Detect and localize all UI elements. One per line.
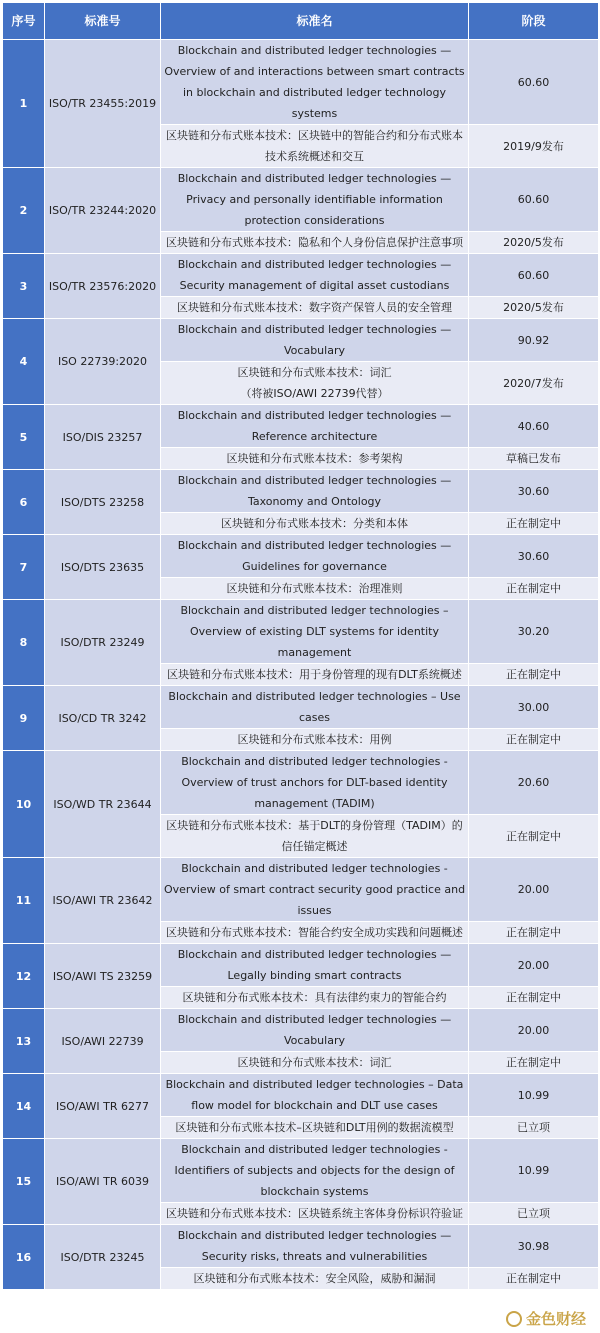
chinese-title: 区块链和分布式账本技术：参考架构 bbox=[161, 448, 469, 470]
header-num: 序号 bbox=[3, 3, 45, 40]
header-name: 标准名 bbox=[161, 3, 469, 40]
standard-id: ISO/DTR 23249 bbox=[45, 600, 161, 686]
table-row bbox=[3, 40, 599, 125]
english-title: Blockchain and distributed ledger technologies — Vocabulary bbox=[161, 1009, 469, 1052]
chinese-title: 区块链和分布式账本技术：治理准则 bbox=[161, 578, 469, 600]
status-text: 正在制定中 bbox=[469, 1052, 599, 1074]
standard-id: ISO/DTS 23258 bbox=[45, 470, 161, 535]
stage-code: 60.60 bbox=[469, 168, 599, 232]
english-title: Blockchain and distributed ledger technologies - Overview of trust anchors for DLT-based identity management (TADIM) bbox=[161, 751, 469, 815]
status-text: 正在制定中 bbox=[469, 578, 599, 600]
standard-id: ISO/DTR 23245 bbox=[45, 1225, 161, 1290]
row-number: 9 bbox=[3, 686, 45, 751]
row-number: 2 bbox=[3, 168, 45, 254]
status-text: 正在制定中 bbox=[469, 729, 599, 751]
status-text: 正在制定中 bbox=[469, 1268, 599, 1290]
chinese-title: 区块链和分布式账本技术：具有法律约束力的智能合约 bbox=[161, 987, 469, 1009]
status-text: 正在制定中 bbox=[469, 922, 599, 944]
chinese-title: 区块链和分布式账本技术：区块链中的智能合约和分布式账本技术系统概述和交互 bbox=[161, 125, 469, 168]
table-row bbox=[3, 535, 599, 578]
status-text: 2020/5发布 bbox=[469, 297, 599, 319]
table-row bbox=[3, 1009, 599, 1052]
row-number: 4 bbox=[3, 319, 45, 405]
stage-code: 20.00 bbox=[469, 858, 599, 922]
status-text: 已立项 bbox=[469, 1117, 599, 1139]
english-title: Blockchain and distributed ledger technologies — Legally binding smart contracts bbox=[161, 944, 469, 987]
status-text: 2019/9发布 bbox=[469, 125, 599, 168]
chinese-title: 区块链和分布式账本技术–区块链和DLT用例的数据流模型 bbox=[161, 1117, 469, 1139]
status-text: 正在制定中 bbox=[469, 513, 599, 535]
english-title: Blockchain and distributed ledger technologies — Overview of and interactions between smart contracts in blockchain and distributed ledger technology systems bbox=[161, 40, 469, 125]
row-number: 6 bbox=[3, 470, 45, 535]
table-row bbox=[3, 1139, 599, 1203]
standard-id: ISO/DIS 23257 bbox=[45, 405, 161, 470]
row-number: 13 bbox=[3, 1009, 45, 1074]
row-number: 3 bbox=[3, 254, 45, 319]
row-number: 1 bbox=[3, 40, 45, 168]
table-row bbox=[3, 168, 599, 232]
stage-code: 30.60 bbox=[469, 470, 599, 513]
english-title: Blockchain and distributed ledger technologies – Overview of existing DLT systems for identity management bbox=[161, 600, 469, 664]
stage-code: 40.60 bbox=[469, 405, 599, 448]
header-id: 标准号 bbox=[45, 3, 161, 40]
standard-id: ISO/TR 23576:2020 bbox=[45, 254, 161, 319]
stage-code: 30.98 bbox=[469, 1225, 599, 1268]
table-row bbox=[3, 470, 599, 513]
english-title: Blockchain and distributed ledger technologies — Taxonomy and Ontology bbox=[161, 470, 469, 513]
english-title: Blockchain and distributed ledger technologies – Data flow model for blockchain and DLT use cases bbox=[161, 1074, 469, 1117]
row-number: 15 bbox=[3, 1139, 45, 1225]
chinese-title: 区块链和分布式账本技术：分类和本体 bbox=[161, 513, 469, 535]
stage-code: 90.92 bbox=[469, 319, 599, 362]
table-row bbox=[3, 254, 599, 297]
status-text: 草稿已发布 bbox=[469, 448, 599, 470]
english-title: Blockchain and distributed ledger technologies - Overview of smart contract security good practice and issues bbox=[161, 858, 469, 922]
chinese-title-text: 区块链和分布式账本技术：词汇 bbox=[237, 366, 392, 379]
chinese-title: 区块链和分布式账本技术：词汇 bbox=[161, 1052, 469, 1074]
stage-code: 20.60 bbox=[469, 751, 599, 815]
stage-code: 30.60 bbox=[469, 535, 599, 578]
chinese-title-note: （将被ISO/AWI 22739代替） bbox=[240, 387, 389, 400]
row-number: 10 bbox=[3, 751, 45, 858]
stage-code: 20.00 bbox=[469, 1009, 599, 1052]
status-text: 2020/7发布 bbox=[469, 362, 599, 405]
watermark-text: 金色财经 bbox=[525, 1310, 586, 1328]
stage-code: 20.00 bbox=[469, 944, 599, 987]
english-title: Blockchain and distributed ledger technologies — Vocabulary bbox=[161, 319, 469, 362]
standard-id: ISO/TR 23244:2020 bbox=[45, 168, 161, 254]
table-row bbox=[3, 319, 599, 362]
standards-table bbox=[2, 2, 599, 1290]
status-text: 2020/5发布 bbox=[469, 232, 599, 254]
chinese-title bbox=[161, 362, 469, 405]
stage-code: 10.99 bbox=[469, 1139, 599, 1203]
chinese-title: 区块链和分布式账本技术：基于DLT的身份管理（TADIM）的信任锚定概述 bbox=[161, 815, 469, 858]
table-row bbox=[3, 858, 599, 922]
standard-id: ISO/AWI TS 23259 bbox=[45, 944, 161, 1009]
stage-code: 60.60 bbox=[469, 254, 599, 297]
table-body bbox=[3, 40, 599, 1290]
chinese-title: 区块链和分布式账本技术：智能合约安全成功实践和问题概述 bbox=[161, 922, 469, 944]
standard-id: ISO/AWI TR 6277 bbox=[45, 1074, 161, 1139]
english-title: Blockchain and distributed ledger technologies - Identifiers of subjects and objects for the design of blockchain systems bbox=[161, 1139, 469, 1203]
status-text: 正在制定中 bbox=[469, 664, 599, 686]
english-title: Blockchain and distributed ledger technologies — Privacy and personally identifiable information protection considerations bbox=[161, 168, 469, 232]
standard-id: ISO/TR 23455:2019 bbox=[45, 40, 161, 168]
header-row bbox=[3, 3, 599, 40]
gold-coin-icon bbox=[506, 1311, 522, 1327]
row-number: 7 bbox=[3, 535, 45, 600]
standard-id: ISO/DTS 23635 bbox=[45, 535, 161, 600]
row-number: 16 bbox=[3, 1225, 45, 1290]
row-number: 8 bbox=[3, 600, 45, 686]
watermark bbox=[506, 1308, 586, 1329]
header-stage: 阶段 bbox=[469, 3, 599, 40]
row-number: 11 bbox=[3, 858, 45, 944]
row-number: 14 bbox=[3, 1074, 45, 1139]
chinese-title: 区块链和分布式账本技术：数字资产保管人员的安全管理 bbox=[161, 297, 469, 319]
table-row bbox=[3, 751, 599, 815]
stage-code: 60.60 bbox=[469, 40, 599, 125]
standard-id: ISO/AWI TR 23642 bbox=[45, 858, 161, 944]
status-text: 正在制定中 bbox=[469, 987, 599, 1009]
chinese-title: 区块链和分布式账本技术：用例 bbox=[161, 729, 469, 751]
row-number: 5 bbox=[3, 405, 45, 470]
table-row bbox=[3, 405, 599, 448]
standard-id: ISO 22739:2020 bbox=[45, 319, 161, 405]
table-row bbox=[3, 686, 599, 729]
status-text: 已立项 bbox=[469, 1203, 599, 1225]
status-text: 正在制定中 bbox=[469, 815, 599, 858]
chinese-title: 区块链和分布式账本技术：安全风险，威胁和漏洞 bbox=[161, 1268, 469, 1290]
stage-code: 30.20 bbox=[469, 600, 599, 664]
standard-id: ISO/AWI 22739 bbox=[45, 1009, 161, 1074]
standard-id: ISO/AWI TR 6039 bbox=[45, 1139, 161, 1225]
row-number: 12 bbox=[3, 944, 45, 1009]
chinese-title: 区块链和分布式账本技术：用于身份管理的现有DLT系统概述 bbox=[161, 664, 469, 686]
table-row bbox=[3, 944, 599, 987]
english-title: Blockchain and distributed ledger technologies — Security management of digital asset custodians bbox=[161, 254, 469, 297]
english-title: Blockchain and distributed ledger technologies – Use cases bbox=[161, 686, 469, 729]
table-row bbox=[3, 600, 599, 664]
table-row bbox=[3, 1074, 599, 1117]
stage-code: 10.99 bbox=[469, 1074, 599, 1117]
chinese-title: 区块链和分布式账本技术：隐私和个人身份信息保护注意事项 bbox=[161, 232, 469, 254]
chinese-title: 区块链和分布式账本技术：区块链系统主客体身份标识符验证 bbox=[161, 1203, 469, 1225]
standard-id: ISO/CD TR 3242 bbox=[45, 686, 161, 751]
table-row bbox=[3, 1225, 599, 1268]
stage-code: 30.00 bbox=[469, 686, 599, 729]
standard-id: ISO/WD TR 23644 bbox=[45, 751, 161, 858]
english-title: Blockchain and distributed ledger technologies — Security risks, threats and vulnerabilities bbox=[161, 1225, 469, 1268]
english-title: Blockchain and distributed ledger technologies — Guidelines for governance bbox=[161, 535, 469, 578]
english-title: Blockchain and distributed ledger technologies — Reference architecture bbox=[161, 405, 469, 448]
